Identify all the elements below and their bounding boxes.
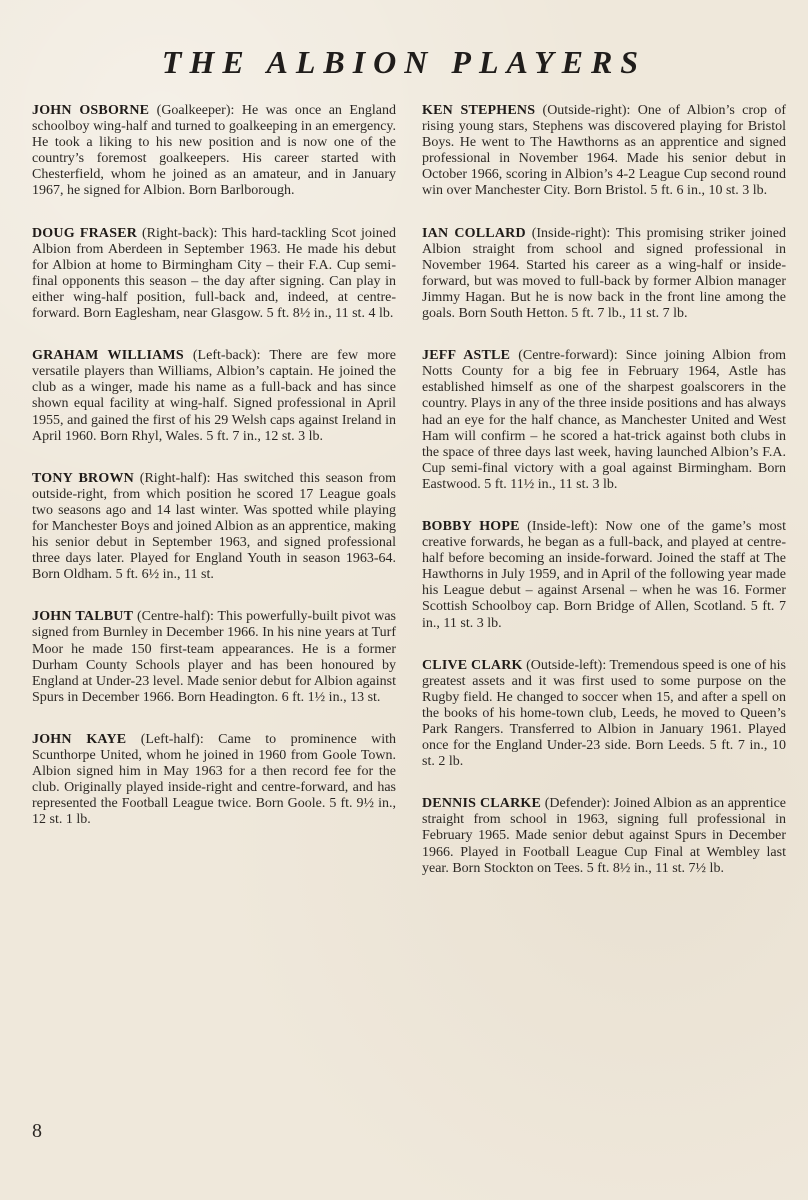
player-name: KEN STEPHENS [422, 103, 536, 118]
player-name: JEFF ASTLE [422, 348, 511, 364]
player-name: JOHN KAYE [32, 731, 127, 747]
player-entry-clive-clark [422, 658, 786, 771]
player-bio: Has switched this season from outside-right, from which position he scored 17 League goals two seasons ago and 14 last winter. Was spotted while playing for Manchester Boys and joined Albion as an apprentice, making his senior debut in September 1963, and signed professional three days later. Played for England Youth in season 1963-64. Born Oldham. 5 ft. 6½ in., 11 st. [32, 470, 396, 583]
player-position: (Inside-right): [531, 225, 611, 241]
player-entry-dennis-clarke [422, 796, 786, 876]
player-name: JOHN TALBUT [32, 609, 134, 625]
player-bio: Since joining Albion from Notts County for a big fee in February 1964, Astle has established himself as one of the sharpest goalscorers in the country. Plays in any of the three inside positions and has always had an eye for the half chance, as Manchester United and West Ham will confirm – he scored a hat-trick against both clubs in the space of three days last week, having launched Albion’s F.A. Cup semi-final victory with a goal against Birmingham. Born Eastwood. 5 ft. 11½ in., 11 st. 3 lb. [422, 348, 787, 492]
player-position: (Right-back): [141, 225, 218, 241]
player-bio: Came to prominence with Scunthorpe United, whom he joined in 1960 from Goole Town. Albion signed him in May 1963 for a then record fee for the club. Originally played inside-right and centre-forward, and has represented the Football League twice. Born Goole. 5 ft. 9½ in., 12 st. 1 lb. [32, 731, 397, 828]
player-bio: He was once an England schoolboy wing-half and turned to goalkeeping in an emergency. He took a liking to his new position and is now one of the country’s foremost goalkeepers. His career started with Chesterfield, whom he joined as an amateur, and in January 1967, he signed for Albion. Born Barlborough. [32, 103, 397, 199]
player-entry-john-kaye [32, 732, 396, 829]
player-entry-john-osborne [32, 103, 396, 200]
page-title: THE ALBION PLAYERS [161, 44, 647, 80]
player-entry-jeff-astle [422, 348, 786, 493]
player-bio: Joined Albion as an apprentice straight from school in 1963, signing full professional in February 1965. Made senior debut against Spurs in December 1966. Played in Football League Cup Final at Wembley last year. Born Stockton on Tees. 5 ft. 8½ in., 11 st. 7½ lb. [422, 796, 787, 876]
player-name: GRAHAM WILLIAMS [32, 348, 184, 364]
player-entry-ken-stephens [422, 103, 786, 200]
player-name: DOUG FRASER [32, 225, 138, 241]
player-name: DENNIS CLARKE [422, 796, 542, 812]
player-bio: Tremendous speed is one of his greatest assets and it was first used to some purpose on the Rugby field. He changed to soccer when 15, and after a spell on the books of his home-town club, Leeds, he moved to Queen’s Park Rangers. Transferred to Albion in January 1961. Played once for the England Under-23 side. Born Leeds. 5 ft. 7 in., 10 st. 2 lb. [422, 657, 786, 770]
player-name: IAN COLLARD [422, 225, 526, 241]
right-player-column [422, 103, 786, 903]
player-position: (Inside-left): [527, 518, 598, 534]
player-position: (Centre-half): [136, 609, 214, 625]
player-position: (Defender): [544, 796, 610, 812]
player-entry-graham-williams [32, 348, 396, 445]
player-bio: One of Albion’s crop of rising young stars, Stephens was discovered playing for Bristol Boys. He went to The Hawthorns as an apprentice and signed professional in November 1964. Made his senior debut in October 1966, scoring in Albion’s 4-2 League Cup second round win over Manchester City. Born Bristol. 5 ft. 6 in., 10 st. 3 lb. [422, 103, 786, 199]
player-bio: There are few more versatile players than Williams, Albion’s captain. He joined the club as a winger, made his name as a full-back and has since shown equal facility at wing-half. Signed professional in April 1955, and gained the first of his 29 Welsh caps against Ireland in April 1960. Born Rhyl, Wales. 5 ft. 7 in., 12 st. 3 lb. [32, 348, 396, 444]
player-position: (Centre-forward): [518, 348, 618, 364]
player-position: (Left-half): [140, 731, 204, 747]
player-bio: This powerfully-built pivot was signed from Burnley in December 1966. In his nine years at Turf Moor he made 150 first-team appearances. He is a former Durham County Schools player and has been honoured by England at Under-23 level. Made senior debut for Albion against Spurs in December 1966. Born Headington. 6 ft. 1½ in., 13 st. [32, 609, 397, 705]
player-entry-ian-collard [422, 226, 786, 323]
player-bio: This promising striker joined Albion straight from school and signed professional in November 1964. Started his career as a wing-half or inside-forward, but was moved to full-back by former Albion manager Jimmy Hagan. But he is now back in the front line among the goals. Born South Hetton. 5 ft. 7 lb., 11 st. 7 lb. [422, 225, 786, 322]
player-bio: Now one of the game’s most creative forwards, he began as a full-back, and played at centre-half before becoming an inside-forward. Joined the staff at The Hawthorns in July 1959, and in April of the following year made his League debut – against Arsenal – when he was 16. Former Scottish Schoolboy cap. Born Bridge of Allen, Scotland. 5 ft. 7 in., 11 st. 3 lb. [422, 518, 786, 631]
player-name: BOBBY HOPE [422, 518, 520, 534]
player-entry-john-talbut [32, 609, 396, 706]
player-position: (Outside-left): [526, 657, 607, 673]
player-bio: This hard-tackling Scot joined Albion from Aberdeen in September 1963. He made his debut for Albion at home to Birmingham City – their F.A. Cup semi-final opponents this season – the day after signing. Can play in either wing-half position, full-back and, indeed, at centre-forward. Born Eaglesham, near Glasgow. 5 ft. 8½ in., 11 st. 4 lb. [32, 225, 397, 322]
player-name: JOHN OSBORNE [32, 103, 150, 118]
player-name: CLIVE CLARK [422, 657, 523, 673]
player-position: (Right-half): [139, 470, 211, 486]
player-entry-bobby-hope [422, 519, 786, 632]
left-player-column [32, 103, 396, 854]
player-name: TONY BROWN [32, 470, 134, 486]
player-entry-doug-fraser [32, 226, 396, 323]
player-entry-tony-brown [32, 471, 396, 584]
player-position: (Left-back): [192, 348, 261, 364]
page-number: 8 [32, 1120, 42, 1142]
player-position: (Outside-right): [542, 103, 631, 118]
player-position: (Goalkeeper): [156, 103, 235, 118]
